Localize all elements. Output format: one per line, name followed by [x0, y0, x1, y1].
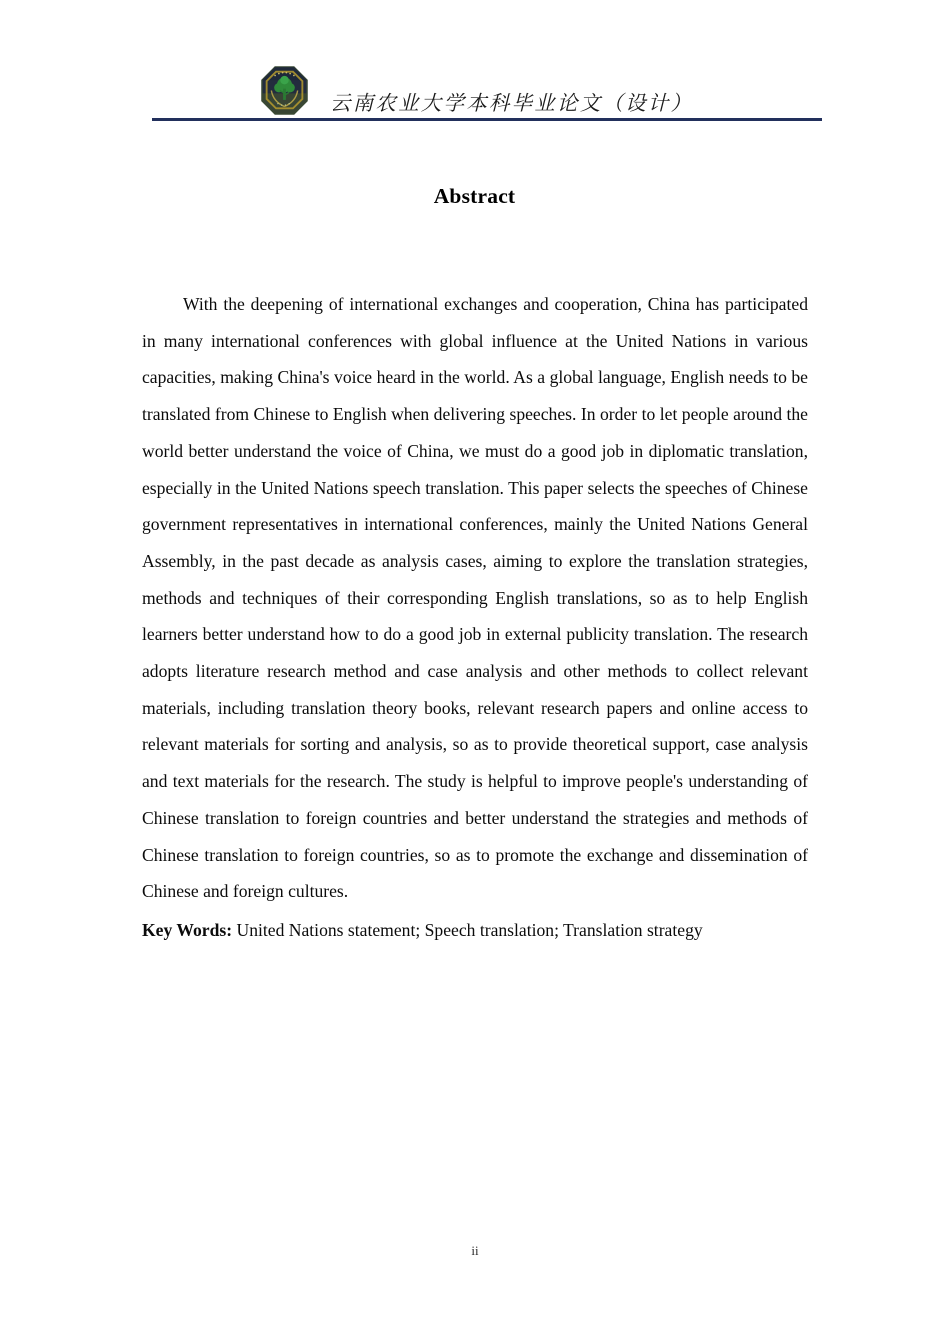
university-emblem-icon [261, 66, 308, 115]
page-header [152, 60, 822, 122]
keywords-label: Key Words: [142, 919, 233, 940]
page-number: ii [471, 1243, 479, 1258]
abstract-paragraph: With the deepening of international exchanges and cooperation, China has participated in many international conferences with global influence at the United Nations in various capacities, making China's voice heard in the world. As a global language, English needs to be translated from Chinese to English when delivering speeches. In order to let people around the world better understand the voice of China, we must do a good job in diplomatic translation, especially in the United Nations speech translation. This paper selects the speeches of Chinese government representatives in international conferences, mainly the United Nations General Assembly, in the past decade as analysis cases, aiming to explore the translation strategies, methods and techniques of their corresponding English translations, so as to help English learners better understand how to do a good job in external publicity translation. The research adopts literature research method and case analysis and other methods to collect relevant materials, including translation theory books, relevant research papers and online access to relevant materials for sorting and analysis, so as to provide theoretical support, case analysis and text materials for the research. The study is helpful to improve people's understanding of Chinese translation to foreign countries and better understand the strategies and methods of Chinese translation to foreign countries, so as to promote the exchange and dissemination of Chinese and foreign cultures. [142, 294, 808, 902]
header-divider-rule [152, 118, 822, 121]
header-content [152, 60, 822, 118]
header-title: 云南农业大学本科毕业论文（设计） [330, 91, 694, 115]
page-title: Abstract [433, 184, 516, 208]
keywords-value: United Nations statement; Speech translation; Translation strategy [236, 919, 703, 940]
keywords-line [142, 912, 808, 949]
abstract-body [142, 286, 808, 949]
